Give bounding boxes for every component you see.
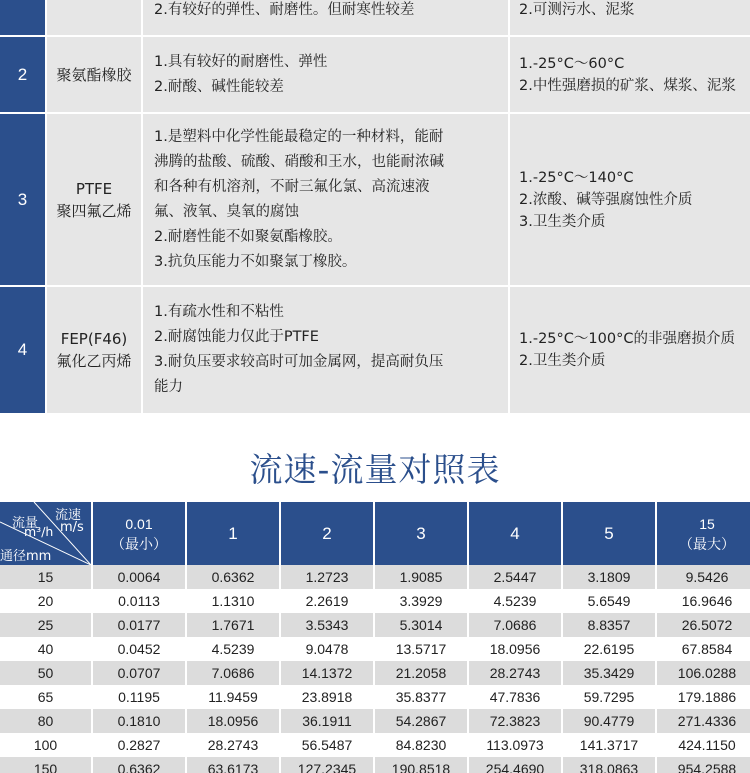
flow-value-cell: 1.1310 [211, 593, 255, 609]
material-applications [510, 37, 750, 112]
flow-value-cell: 7.0686 [187, 661, 279, 685]
application-line: 1.-25°C～100°C的非强磨损介质 [519, 331, 735, 347]
flow-value-cell: 954.2588 [657, 757, 750, 773]
material-features [143, 37, 508, 112]
flow-value-cell: 22.6195 [583, 641, 635, 657]
flow-value-cell: 28.2743 [207, 737, 259, 753]
row-number [0, 0, 45, 35]
flow-value-cell: 28.2743 [469, 661, 561, 685]
flow-value-cell: 424.1150 [678, 737, 736, 753]
flow-value-cell: 11.9459 [208, 689, 258, 705]
application-line: 1.-25°C～140°C [519, 169, 634, 186]
flow-table-title: 流速-流量对照表 [249, 450, 501, 489]
flow-value-cell: 190.8518 [375, 757, 467, 773]
application-line: 1.-25°C～60°C [519, 55, 625, 72]
table-row [0, 733, 750, 757]
flow-value-cell: 0.0452 [117, 641, 161, 657]
table-row [0, 709, 750, 733]
flow-table-header [0, 502, 750, 565]
flow-value-cell: 3.1809 [563, 565, 655, 589]
diameter-cell: 50 [0, 661, 91, 685]
flow-value-cell: 141.3717 [579, 737, 639, 753]
flow-unit: m³/h [24, 524, 54, 539]
velocity-label: 流速 [55, 508, 82, 523]
diameter-cell: 20 [37, 593, 54, 609]
feature-line: 1.有疏水性和不粘性 [154, 304, 284, 320]
material-features [143, 287, 508, 413]
flow-value-cell: 36.1911 [281, 709, 373, 733]
material-applications [510, 0, 750, 35]
diameter-cell: 25 [0, 613, 91, 637]
material-name-line: FEP(F46) [60, 330, 128, 348]
table-row [0, 685, 750, 709]
flow-value-cell: 0.0064 [93, 565, 185, 589]
flow-value-cell: 4.5239 [493, 593, 537, 609]
flow-value-cell: 9.0478 [305, 641, 349, 657]
flow-value-cell: 106.0288 [657, 661, 750, 685]
feature-line: 沸腾的盐酸、硫酸、硝酸和王水，也能耐浓碱 [154, 153, 444, 170]
flow-value-cell: 9.5426 [657, 565, 750, 589]
feature-line: 2.有较好的弹性、耐磨性。但耐寒性较差 [154, 2, 415, 18]
flow-value-cell: 5.3014 [375, 613, 467, 637]
material-applications [510, 287, 750, 413]
table-row [0, 661, 750, 685]
flow-value-cell: 0.1810 [93, 709, 185, 733]
flow-value-cell: 84.8230 [395, 737, 447, 753]
flow-value-cell: 90.4779 [563, 709, 655, 733]
flow-value-cell: 26.5072 [657, 613, 750, 637]
table-row [0, 589, 750, 613]
material-name [47, 287, 141, 413]
column-header [187, 502, 279, 565]
feature-line: 3.抗负压能力不如聚氯丁橡胶。 [154, 253, 357, 270]
column-value: 5 [604, 523, 614, 543]
diameter-cell: 65 [37, 689, 54, 705]
material-row-3 [0, 114, 750, 285]
column-value: 1 [228, 523, 238, 543]
column-value: 0.01 [125, 515, 153, 532]
material-name [47, 37, 141, 112]
flow-value-cell: 35.3429 [563, 661, 655, 685]
feature-line: 2.耐腐蚀能力仅此于PTFE [154, 329, 319, 345]
row-number: 4 [0, 287, 45, 413]
flow-value-cell: 318.0863 [563, 757, 655, 773]
flow-value-cell: 56.5487 [301, 737, 353, 753]
table-row [0, 637, 750, 661]
column-header [469, 502, 561, 565]
flow-value-cell: 1.9085 [375, 565, 467, 589]
column-header [281, 502, 373, 565]
header-corner-cell [0, 502, 91, 565]
application-line: 2.中性强磨损的矿浆、煤浆、泥浆 [519, 77, 736, 94]
table-row [0, 613, 750, 637]
flow-label: 流量 [12, 516, 39, 531]
material-name-line: 聚四氟乙烯 [56, 201, 132, 220]
flow-value-cell: 18.0956 [489, 641, 541, 657]
column-value: 4 [510, 523, 520, 543]
velocity-unit: m/s [60, 520, 84, 535]
material-name [47, 0, 141, 35]
flow-value-cell: 0.2827 [117, 737, 161, 753]
column-header [657, 502, 750, 565]
column-value: 2 [322, 523, 332, 543]
column-header [375, 502, 467, 565]
diameter-cell: 40 [37, 641, 54, 657]
flow-value-cell: 254.4690 [469, 757, 561, 773]
flow-value-cell: 5.6549 [587, 593, 631, 609]
feature-line: 能力 [154, 379, 183, 395]
flow-value-cell: 23.8918 [301, 689, 353, 705]
flow-value-cell: 4.5239 [211, 641, 255, 657]
flow-value-cell: 0.6362 [187, 565, 279, 589]
feature-line: 1.是塑料中化学性能最稳定的一种材料，能耐 [154, 128, 444, 145]
diameter-cell: 80 [0, 709, 91, 733]
flow-value-cell: 3.3929 [399, 593, 443, 609]
material-row-1 [0, 0, 750, 35]
flow-value-cell: 13.5717 [395, 641, 447, 657]
flow-value-cell: 271.4336 [657, 709, 750, 733]
material-row-2 [0, 37, 750, 112]
flow-value-cell: 63.6173 [187, 757, 279, 773]
flow-value-cell: 35.8377 [395, 689, 447, 705]
column-header [93, 502, 185, 565]
column-value: 15 [699, 515, 715, 532]
feature-line: 3.耐负压要求较高时可加金属网，提高耐负压 [154, 354, 444, 370]
material-features [143, 114, 508, 285]
flow-value-cell: 0.0113 [118, 593, 160, 609]
application-line: 2.卫生类介质 [519, 353, 606, 369]
flow-value-cell: 72.3823 [469, 709, 561, 733]
material-features [143, 0, 508, 35]
application-line: 2.浓酸、碱等强腐蚀性介质 [519, 191, 693, 208]
material-name-line: 氟化乙丙烯 [56, 352, 132, 370]
column-note: （最小） [111, 535, 167, 552]
flow-value-cell: 0.1195 [118, 689, 160, 705]
flow-value-cell: 16.9646 [681, 593, 733, 609]
diameter-cell: 150 [0, 757, 91, 773]
row-number: 2 [0, 37, 45, 112]
material-name-line: PTFE [75, 179, 113, 198]
feature-line: 2.耐酸、碱性能较差 [154, 78, 284, 95]
flow-value-cell: 2.5447 [469, 565, 561, 589]
feature-line: 氟、液氧、臭氧的腐蚀 [154, 203, 299, 220]
application-line: 3.卫生类介质 [519, 213, 606, 230]
feature-line: 2.耐磨性能不如聚氨酯橡胶。 [154, 228, 342, 245]
flow-value-cell: 67.8584 [681, 641, 733, 657]
material-name [47, 114, 141, 285]
column-note: （最大） [679, 535, 735, 552]
flow-value-cell: 14.1372 [281, 661, 373, 685]
flow-value-cell: 127.2345 [281, 757, 373, 773]
column-header [563, 502, 655, 565]
diameter-label: 通径mm [0, 549, 52, 564]
flow-value-cell: 54.2867 [375, 709, 467, 733]
material-row-4 [0, 287, 750, 413]
flow-value-cell: 2.2619 [305, 593, 349, 609]
flow-value-cell: 3.5343 [281, 613, 373, 637]
material-applications [510, 114, 750, 285]
diameter-cell: 15 [0, 565, 91, 589]
flow-value-cell: 0.0177 [93, 613, 185, 637]
flow-value-cell: 21.2058 [375, 661, 467, 685]
column-value: 3 [416, 523, 426, 543]
flow-value-cell: 0.6362 [93, 757, 185, 773]
flow-value-cell: 1.7671 [187, 613, 279, 637]
flow-value-cell: 18.0956 [187, 709, 279, 733]
flow-value-cell: 1.2723 [281, 565, 373, 589]
table-row [0, 757, 750, 773]
flow-value-cell: 179.1886 [677, 689, 737, 705]
feature-line: 1.具有较好的耐磨性、弹性 [154, 53, 328, 70]
diameter-cell: 100 [33, 737, 58, 753]
flow-value-cell: 59.7295 [583, 689, 635, 705]
material-name-line: 聚氨酯橡胶 [56, 65, 132, 84]
flow-value-cell: 47.7836 [489, 689, 541, 705]
feature-line: 和各种有机溶剂，不耐三氟化氯、高流速液 [154, 178, 430, 195]
flow-value-cell: 0.0707 [93, 661, 185, 685]
flow-value-cell: 8.8357 [563, 613, 655, 637]
flow-value-cell: 7.0686 [469, 613, 561, 637]
application-line: 2.可测污水、泥浆 [519, 2, 635, 18]
table-row [0, 565, 750, 589]
flow-value-cell: 113.0973 [486, 737, 544, 753]
row-number: 3 [0, 114, 45, 285]
